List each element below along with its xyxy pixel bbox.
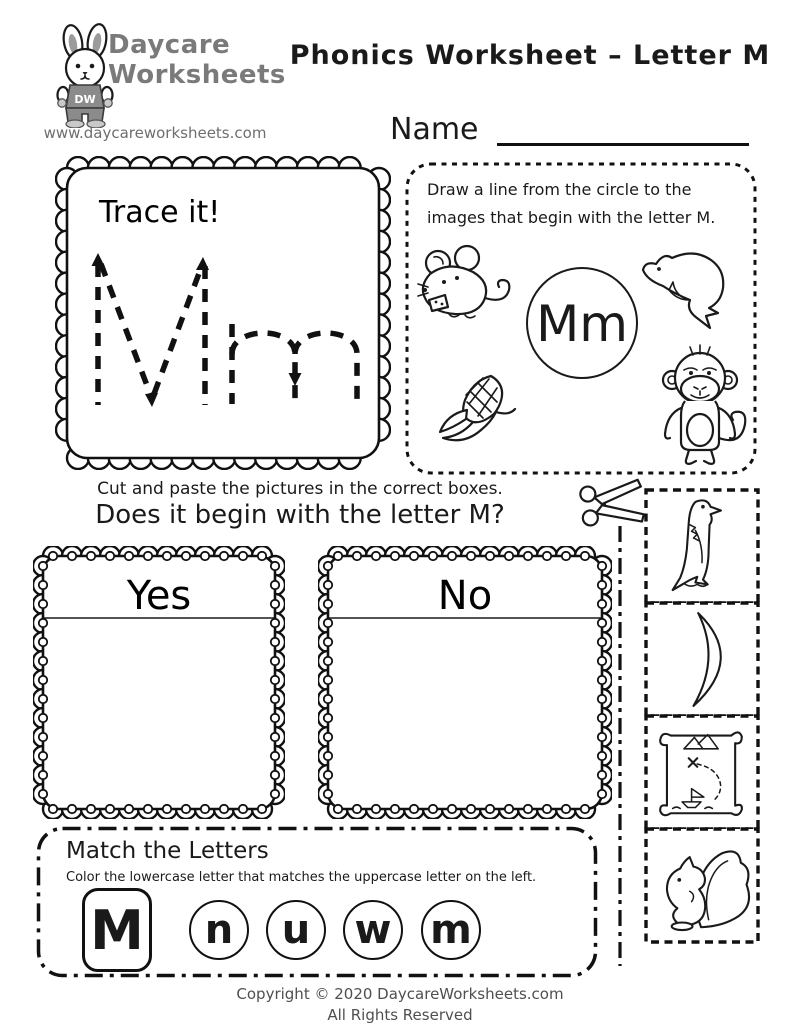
footer-line1: Copyright © 2020 DaycareWorksheets.com — [236, 985, 564, 1003]
draw-line-instruction-1: Draw a line from the circle to the — [427, 180, 692, 199]
match-option-u-label: u — [281, 907, 311, 953]
match-option-w-label: w — [354, 907, 392, 953]
letter-circle-text: Mm — [536, 295, 628, 353]
cutout-column — [644, 488, 760, 946]
cut-paste-instruction: Cut and paste the pictures in the correct boxes. — [97, 479, 503, 499]
logo-brand-line2: Worksheets — [108, 60, 286, 90]
dolphin-image — [637, 244, 732, 332]
scissors-icon — [578, 478, 650, 533]
draw-line-box — [405, 162, 757, 475]
begin-with-question: Does it begin with the letter M? — [95, 500, 505, 530]
treasure-map-image — [660, 732, 742, 815]
logo-brand — [108, 30, 286, 90]
mouse-image — [417, 244, 522, 329]
corn-image — [433, 372, 518, 450]
match-option-w — [343, 900, 403, 960]
logo-url: www.daycareworksheets.com — [43, 124, 267, 142]
trace-box — [55, 156, 391, 470]
logo-badge: DW — [74, 93, 96, 106]
logo-brand-line1: Daycare — [108, 30, 231, 60]
match-option-n-label: n — [204, 907, 234, 953]
match-heading: Match the Letters — [66, 838, 269, 864]
footer-copyright — [0, 984, 800, 1026]
match-option-u — [266, 900, 326, 960]
no-box — [318, 546, 612, 819]
match-instruction: Color the lowercase letter that matches the uppercase letter on the left. — [66, 870, 537, 885]
match-option-n — [189, 900, 249, 960]
yes-label: Yes — [126, 573, 192, 619]
letter-circle — [523, 264, 641, 382]
no-label: No — [437, 573, 493, 619]
match-uppercase-letter: M — [82, 888, 152, 972]
name-label: Name — [390, 112, 479, 147]
monkey-image — [653, 342, 748, 470]
match-letters-box — [36, 826, 598, 978]
yes-box — [33, 546, 285, 819]
trace-heading: Trace it! — [99, 195, 221, 230]
footer-line2: All Rights Reserved — [327, 1006, 473, 1024]
match-option-m — [421, 900, 481, 960]
page-title: Phonics Worksheet – Letter M — [289, 40, 771, 71]
draw-line-instruction-2: images that begin with the letter M. — [427, 208, 716, 227]
name-blank-line — [497, 114, 749, 146]
cut-line — [616, 526, 624, 966]
match-option-m-label: m — [430, 907, 472, 953]
